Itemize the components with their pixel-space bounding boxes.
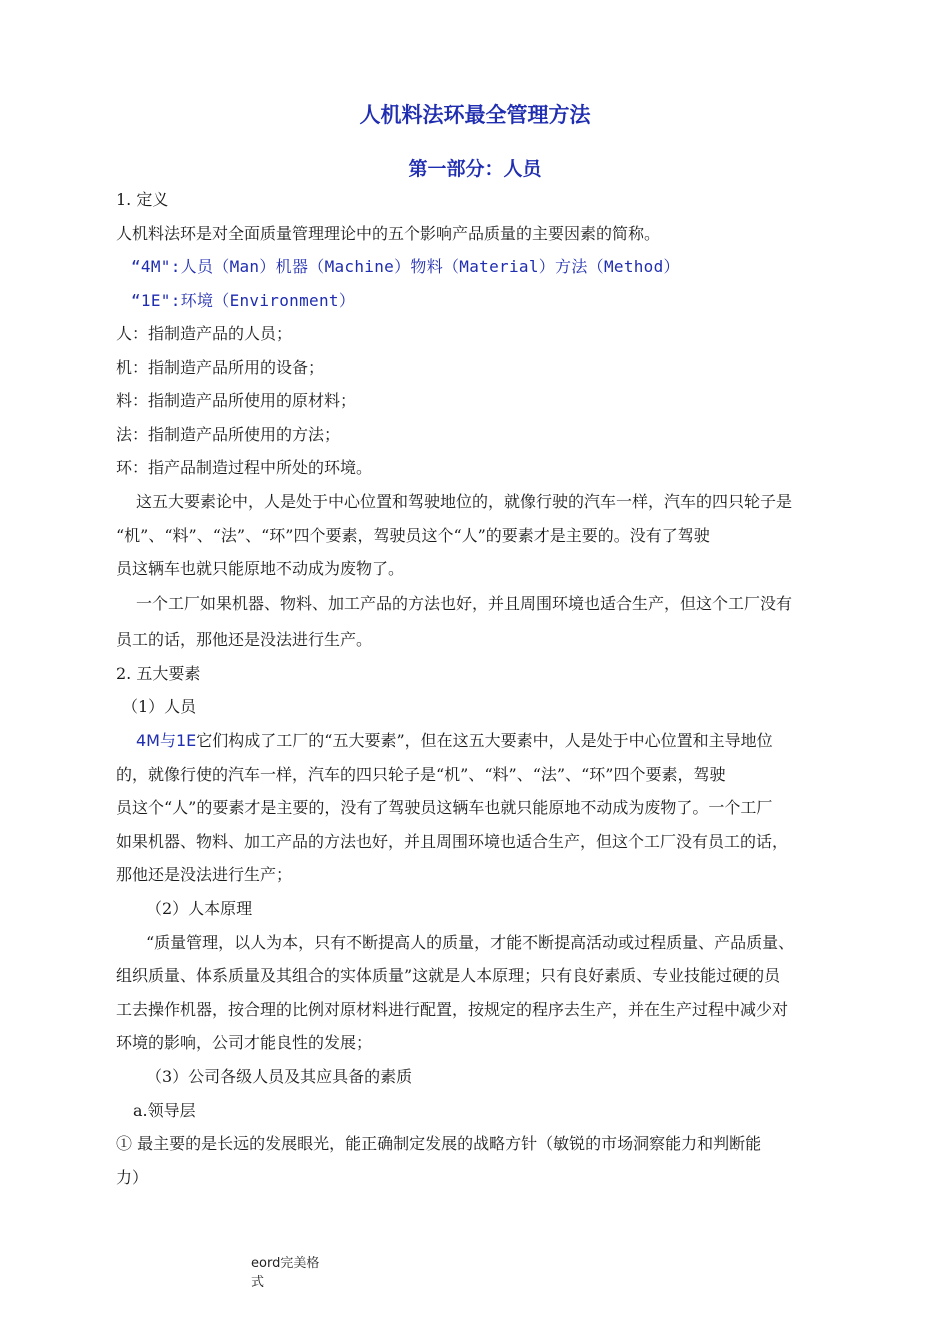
list-item-line: ① 最主要的是长远的发展眼光，能正确制定发展的战略方针（敏锐的市场洞察能力和判断能 bbox=[116, 1134, 762, 1153]
paragraph-line: 这五大要素论中，人是处于中心位置和驾驶地位的，就像行驶的汽车一样，汽车的四只轮子是 bbox=[136, 492, 793, 511]
list-item-line: 力） bbox=[116, 1168, 149, 1187]
paragraph-line: 环境的影响，公司才能良性的发展； bbox=[116, 1033, 373, 1052]
definition-item: 人：指制造产品的人员； bbox=[116, 324, 293, 343]
paragraph-line: 组织质量、体系质量及其组合的实体质量”这就是人本原理；只有良好素质、专业技能过硬的员 bbox=[116, 966, 781, 985]
paragraph-line: 那他还是没法进行生产； bbox=[116, 865, 293, 884]
paragraph-line: “机”、“料”、“法”、“环”四个要素，驾驶员这个“人”的要素才是主要的。没有了驾驶 bbox=[116, 526, 710, 545]
subsection-2-heading: （2）人本原理 bbox=[146, 899, 253, 918]
paragraph-line: 员这辆车也就只能原地不动成为废物了。 bbox=[116, 559, 405, 578]
definition-item: 环：指产品制造过程中所处的环境。 bbox=[116, 458, 373, 477]
four-m-line: “4M":人员（Man）机器（Machine）物料（Material）方法（Method） bbox=[131, 257, 680, 276]
paragraph-line: 员工的话，那他还是没法进行生产。 bbox=[116, 630, 373, 649]
definition-text: 人机料法环是对全面质量管理理论中的五个影响产品质量的主要因素的简称。 bbox=[116, 224, 661, 243]
footer-text: 式 bbox=[251, 1275, 265, 1290]
paragraph-text: 它们构成了工厂的“五大要素”，但在这五大要素中，人是处于中心位置和主导地位 bbox=[196, 731, 773, 750]
definition-item: 料：指制造产品所使用的原材料； bbox=[116, 391, 357, 410]
part-heading: 第一部分：人员 bbox=[408, 158, 542, 180]
lead-term: 4M与1E bbox=[136, 731, 197, 750]
footer-text: eord完美格 bbox=[251, 1256, 320, 1271]
definition-item: 法：指制造产品所使用的方法； bbox=[116, 425, 341, 444]
section-2-heading: 2. 五大要素 bbox=[116, 664, 201, 683]
one-e-line: “1E":环境（Environment） bbox=[131, 291, 356, 310]
subsection-3-heading: （3）公司各级人员及其应具备的素质 bbox=[146, 1067, 413, 1086]
level-a-heading: a.领导层 bbox=[133, 1101, 196, 1120]
subsection-1-heading: （1）人员 bbox=[122, 697, 197, 716]
paragraph-line: 工去操作机器，按合理的比例对原材料进行配置，按规定的程序去生产，并在生产过程中减少对 bbox=[116, 1000, 789, 1019]
section-1-heading: 1. 定义 bbox=[116, 190, 169, 209]
paragraph-line: 的，就像行使的汽车一样，汽车的四只轮子是“机”、“料”、“法”、“环”四个要素，驾驶 bbox=[116, 765, 726, 784]
paragraph-line: 员这个“人”的要素才是主要的，没有了驾驶员这辆车也就只能原地不动成为废物了。一个工厂 bbox=[116, 798, 773, 817]
paragraph-line: 如果机器、物料、加工产品的方法也好，并且周围环境也适合生产，但这个工厂没有员工的话， bbox=[116, 832, 789, 851]
definition-item: 机：指制造产品所用的设备； bbox=[116, 358, 325, 377]
paragraph-line bbox=[136, 730, 773, 752]
paragraph-line: “质量管理，以人为本，只有不断提高人的质量，才能不断提高活动或过程质量、产品质量、 bbox=[146, 933, 795, 952]
document-title: 人机料法环最全管理方法 bbox=[359, 103, 591, 127]
paragraph-line: 一个工厂如果机器、物料、加工产品的方法也好，并且周围环境也适合生产，但这个工厂没有 bbox=[136, 594, 793, 613]
